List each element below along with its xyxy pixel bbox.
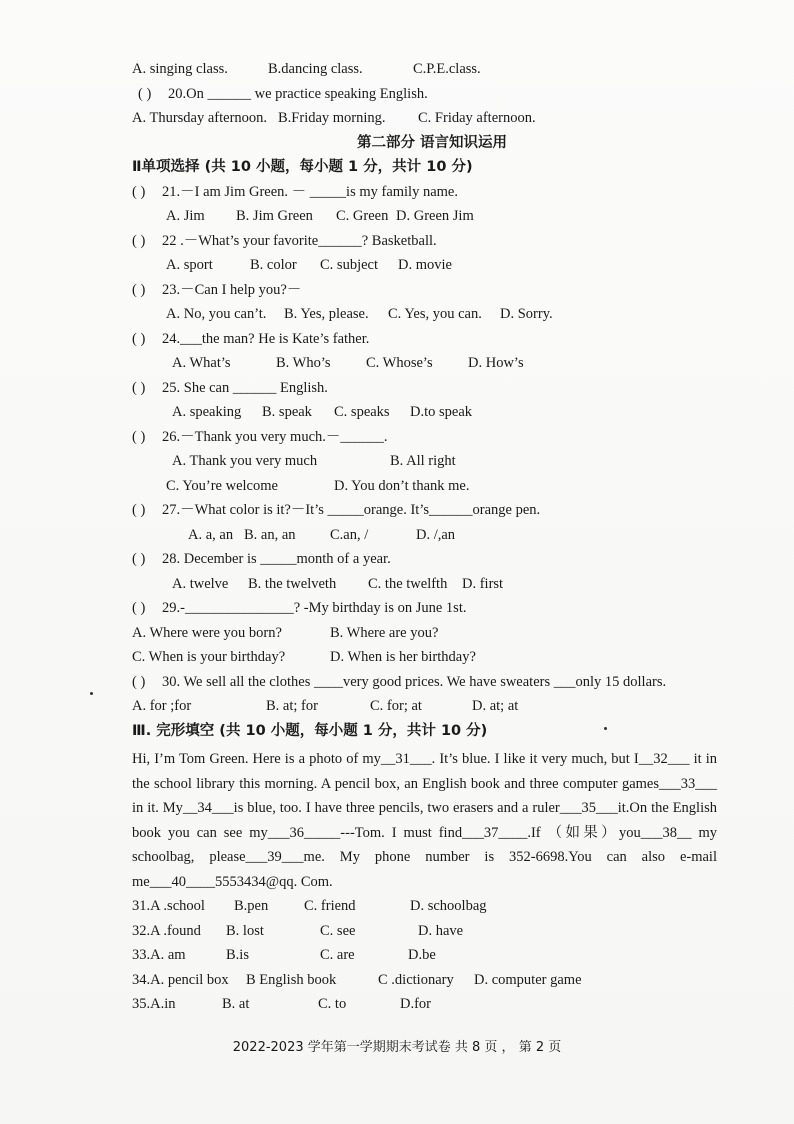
q27-option-c: C.an, / — [330, 526, 369, 543]
q24-option-a: A. What’s — [172, 355, 231, 371]
q31-option-d: D. schoolbag — [410, 898, 487, 914]
q30-option-d: D. at; at — [472, 698, 519, 714]
q21-options — [132, 204, 732, 229]
q20-stem: 20.On ______ we practice speaking English. — [168, 85, 428, 102]
scan-speck — [90, 692, 93, 695]
q30-option-c: C. for; at — [370, 698, 422, 714]
q30-options — [132, 694, 732, 719]
q34-option-c: C .dictionary — [378, 971, 454, 988]
section3-title-row — [132, 719, 732, 744]
q22-options — [132, 253, 732, 278]
q24-option-c: C. Whose’s — [366, 355, 433, 371]
q33-option-d: D.be — [408, 947, 436, 963]
q29-option-b: B. Where are you? — [330, 624, 439, 641]
q28-option-b: B. the twelveth — [248, 575, 337, 592]
q35-option-b: B. at — [222, 996, 250, 1012]
q26-option-a: A. Thank you very much — [172, 453, 318, 469]
q31-options — [132, 894, 732, 919]
q26-option-d: D. You don’t thank me. — [334, 477, 470, 494]
q20-options — [132, 106, 732, 131]
q22-option-c: C. subject — [320, 257, 378, 273]
q20-option-c: C. Friday afternoon. — [418, 110, 536, 126]
q33-option-b: B.is — [226, 947, 249, 963]
q29-options-row1 — [132, 621, 732, 646]
q31-option-c: C. friend — [304, 898, 356, 914]
q22-stem: 22 .－What’s your favorite______? Basketball. — [162, 232, 437, 249]
q27-stem-row — [132, 498, 732, 523]
q22-option-a: A. sport — [166, 257, 213, 273]
q25-option-d: D.to speak — [410, 404, 473, 420]
q28-stem: 28. December is _____month of a year. — [162, 551, 391, 567]
q22-option-b: B. color — [250, 257, 297, 273]
q28-options — [132, 572, 732, 597]
q23-stem-row — [132, 278, 732, 303]
q19-options — [132, 57, 732, 82]
q30-stem: 30. We sell all the clothes ____very good prices. We have sweaters ___only 15 dollars. — [162, 673, 667, 690]
q28-answer-bracket[interactable]: ( ) — [132, 551, 146, 567]
q34-option-a: 34.A. pencil box — [132, 971, 229, 988]
q27-answer-bracket[interactable]: ( ) — [132, 502, 146, 518]
q24-option-b: B. Who’s — [276, 355, 331, 371]
q30-option-b: B. at; for — [266, 698, 318, 714]
q21-stem-row — [132, 180, 732, 205]
q26-options-row2 — [132, 474, 732, 499]
q26-options-row1 — [132, 449, 732, 474]
q29-option-d: D. When is her birthday? — [330, 649, 476, 665]
q20-answer-bracket[interactable]: ( ) — [138, 85, 152, 102]
q35-option-d: D.for — [400, 996, 432, 1012]
q23-option-a: A. No, you can’t. — [166, 306, 267, 322]
q33-option-a: 33.A. am — [132, 947, 186, 963]
section2-title: Ⅱ单项选择 (共 10 小题，每小题 1 分，共计 10 分) — [132, 159, 473, 175]
q29-options-row2 — [132, 645, 732, 670]
section2-title-row — [132, 155, 732, 180]
q26-option-c: C. You’re welcome — [166, 477, 278, 494]
cloze-passage: Hi, I’m Tom Green. Here is a photo of my__31___. It’s blue. I like it very much, but I__32___ it in the school library this morning. A pencil box, an English book and three computer games___33___ in it. My__34___is blue, too. I have three pencils, two erasers and a ruler___35___it.On the English book you can see my___36_____---Tom. I must find___37____.If （如果）you___38__ my schoolbag, please___39___me. My phone number is 352-6698.You can also e-mail me___40____5553434@qq. Com. — [132, 751, 717, 890]
q28-option-d: D. first — [462, 575, 504, 592]
q24-options — [132, 351, 732, 376]
q19-option-a: A. singing class. — [132, 61, 228, 77]
q31-option-a: 31.A .school — [132, 898, 205, 914]
section3-title: Ⅲ. 完形填空 (共 10 小题，每小题 1 分，共计 10 分) — [132, 722, 488, 739]
exam-content — [132, 57, 732, 1017]
q24-answer-bracket[interactable]: ( ) — [132, 330, 146, 347]
q24-stem: 24.___the man? He is Kate’s father. — [162, 330, 370, 347]
q26-answer-bracket[interactable]: ( ) — [132, 428, 146, 445]
q28-option-a: A. twelve — [172, 575, 229, 592]
q26-stem: 26.－Thank you very much.－______. — [162, 428, 388, 445]
q25-option-b: B. speak — [262, 404, 312, 420]
q33-option-c: C. are — [320, 947, 355, 963]
q23-answer-bracket[interactable]: ( ) — [132, 281, 146, 298]
q19-option-c: C.P.E.class. — [413, 61, 481, 77]
q30-answer-bracket[interactable]: ( ) — [132, 673, 146, 690]
q27-option-b: B. an, an — [244, 526, 296, 543]
q25-stem: 25. She can ______ English. — [162, 379, 328, 396]
q23-option-c: C. Yes, you can. — [388, 306, 482, 322]
q22-answer-bracket[interactable]: ( ) — [132, 232, 146, 249]
q23-options — [132, 302, 732, 327]
q25-options — [132, 400, 732, 425]
q35-option-a: 35.A.in — [132, 996, 176, 1012]
q23-stem: 23.－Can I help you?－ — [162, 281, 302, 298]
q21-option-a: A. Jim — [166, 208, 205, 224]
q29-stem-row — [132, 596, 732, 621]
q20-option-b: B.Friday morning. — [278, 110, 386, 126]
q25-stem-row — [132, 376, 732, 401]
part2-title: 第二部分 语言知识运用 — [356, 134, 508, 151]
q28-stem-row — [132, 547, 732, 572]
q27-option-d: D. /,an — [416, 526, 456, 543]
q22-stem-row — [132, 229, 732, 254]
q21-option-b: B. Jim Green — [236, 208, 313, 224]
q25-answer-bracket[interactable]: ( ) — [132, 379, 146, 396]
q32-option-a: 32.A .found — [132, 922, 201, 939]
q23-option-d: D. Sorry. — [500, 306, 553, 322]
q25-option-c: C. speaks — [334, 404, 390, 420]
q32-option-b: B. lost — [226, 922, 264, 939]
q26-stem-row — [132, 425, 732, 450]
q30-stem-row — [132, 670, 732, 695]
q21-option-d: D. Green Jim — [396, 208, 474, 224]
q31-option-b: B.pen — [234, 898, 269, 914]
q27-options — [132, 523, 732, 548]
q21-option-c: C. Green — [336, 208, 389, 224]
q34-options — [132, 968, 732, 993]
q28-option-c: C. the twelfth — [368, 575, 448, 592]
q24-stem-row — [132, 327, 732, 352]
q21-stem: 21.－I am Jim Green. － _____is my family name. — [162, 183, 458, 200]
q26-option-b: B. All right — [390, 453, 456, 469]
q20-option-a: A. Thursday afternoon. — [132, 110, 268, 126]
q35-option-c: C. to — [318, 996, 347, 1012]
q29-stem: 29.-_______________? -My birthday is on June 1st. — [162, 600, 467, 616]
scan-speck — [604, 727, 607, 730]
q32-options — [132, 919, 732, 944]
q34-option-b: B English book — [246, 971, 337, 988]
q27-stem: 27.－What color is it?－It’s _____orange. It’s______orange pen. — [162, 502, 541, 518]
q29-option-c: C. When is your birthday? — [132, 649, 286, 665]
q27-option-a: A. a, an — [188, 526, 234, 543]
q22-option-d: D. movie — [398, 257, 452, 273]
q32-option-d: D. have — [418, 922, 464, 939]
q29-answer-bracket[interactable]: ( ) — [132, 600, 146, 616]
q30-option-a: A. for ;for — [132, 698, 192, 714]
q29-option-a: A. Where were you born? — [132, 624, 282, 641]
page-footer: 2022-2023 学年第一学期期末考试卷 共 8 页 ， 第 2 页 — [232, 1040, 562, 1055]
q19-option-b: B.dancing class. — [268, 61, 363, 77]
q33-options — [132, 943, 732, 968]
q20-stem-row — [132, 82, 732, 107]
q24-option-d: D. How’s — [468, 355, 524, 371]
q21-answer-bracket[interactable]: ( ) — [132, 183, 146, 200]
q34-option-d: D. computer game — [474, 971, 582, 988]
q35-options — [132, 992, 732, 1017]
q23-option-b: B. Yes, please. — [284, 306, 369, 322]
q32-option-c: C. see — [320, 922, 356, 939]
q25-option-a: A. speaking — [172, 404, 242, 420]
part2-title-row — [132, 131, 732, 156]
